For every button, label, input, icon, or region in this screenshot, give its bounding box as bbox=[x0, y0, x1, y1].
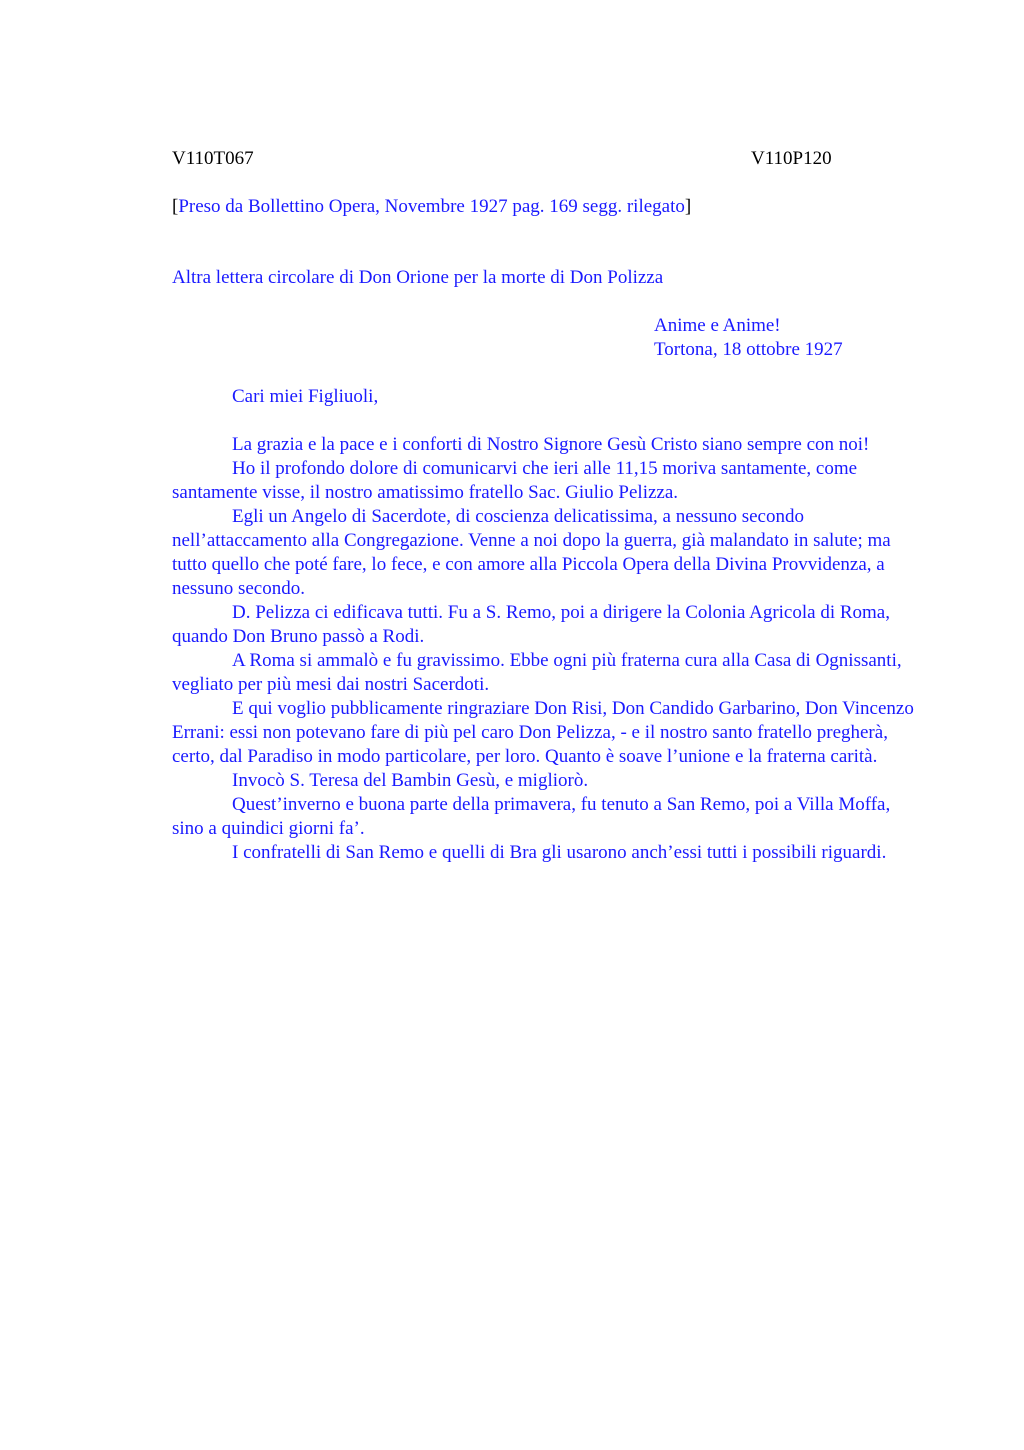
document-reference-left: V110T067 bbox=[172, 148, 254, 169]
body-paragraph: E qui voglio pubblicamente ringraziare Don Risi, Don Candido Garbarino, Don Vincenzo Errani: essi non potevano fare di più pel caro Don Pelizza, - e il nostro santo fratello pregherà, certo, dal Paradiso in modo particolare, per loro. Quanto è soave l’unione e la fraterna carità. bbox=[172, 698, 914, 767]
body-paragraph: I confratelli di San Remo e quelli di Bra gli usarono anch’essi tutti i possibili riguardi. bbox=[232, 842, 887, 863]
letter-salutation: Cari miei Figliuoli, bbox=[232, 386, 379, 407]
body-paragraph: Egli un Angelo di Sacerdote, di coscienza delicatissima, a nessuno secondo nell’attaccamento alla Congregazione. Venne a noi dopo la guerra, già malandato in salute; ma tutto quello che poté fare, lo fece, e con amore alla Piccola Opera della Divina Provvidenza, a nessuno secondo. bbox=[172, 506, 891, 599]
source-open-bracket: [ bbox=[172, 196, 179, 217]
letter-body bbox=[172, 433, 926, 865]
letter-subject: Altra lettera circolare di Don Orione per la morte di Don Polizza bbox=[172, 267, 664, 288]
source-text: Preso da Bollettino Opera, Novembre 1927 pag. 169 segg. rilegato bbox=[178, 196, 685, 217]
document-reference-right: V110P120 bbox=[751, 148, 832, 169]
body-paragraph: Ho il profondo dolore di comunicarvi che ieri alle 11,15 moriva santamente, come santamente visse, il nostro amatissimo fratello Sac. Giulio Pelizza. bbox=[172, 458, 858, 503]
body-paragraph: Invocò S. Teresa del Bambin Gesù, e migliorò. bbox=[232, 770, 589, 791]
body-paragraph: D. Pelizza ci edificava tutti. Fu a S. Remo, poi a dirigere la Colonia Agricola di Roma, quando Don Bruno passò a Rodi. bbox=[172, 602, 890, 647]
body-paragraph: Quest’inverno e buona parte della primavera, fu tenuto a San Remo, poi a Villa Moffa, sino a quindici giorni fa’. bbox=[172, 794, 891, 839]
letter-motto: Anime e Anime! bbox=[654, 315, 781, 336]
source-close-bracket: ] bbox=[684, 196, 692, 217]
letter-dateline: Tortona, 18 ottobre 1927 bbox=[654, 339, 843, 360]
source-note bbox=[172, 195, 691, 219]
body-paragraph: A Roma si ammalò e fu gravissimo. Ebbe ogni più fraterna cura alla Casa di Ognissanti, vegliato per più mesi dai nostri Sacerdoti. bbox=[172, 650, 902, 695]
body-paragraph: La grazia e la pace e i conforti di Nostro Signore Gesù Cristo siano sempre con noi! bbox=[232, 434, 870, 455]
